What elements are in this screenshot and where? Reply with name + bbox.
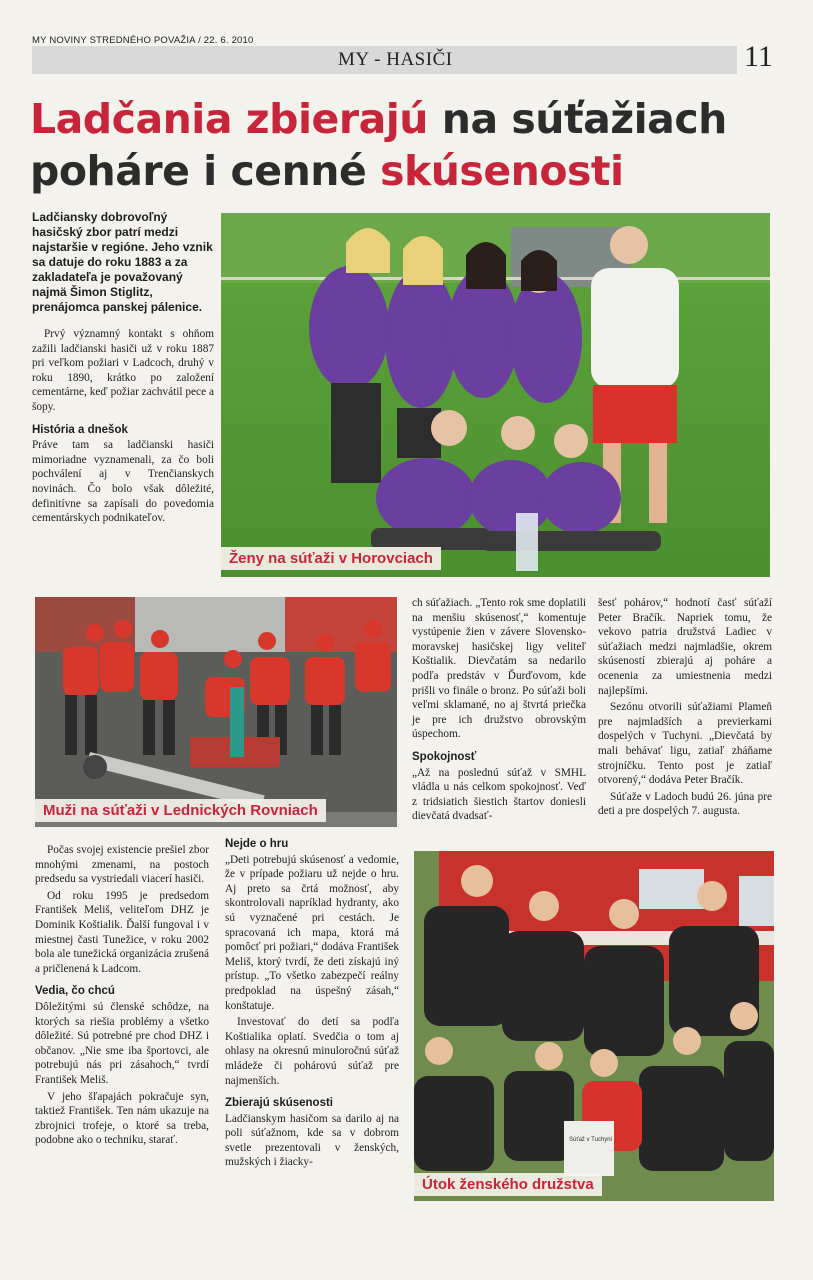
paragraph: Súťaže v Ladoch budú 26. júna pre deti a pre dospelých 7. augusta. [598,790,772,818]
youth-sign-text: Súťaž v Tuchyni [569,1137,612,1143]
paragraph: „Až na poslednú súťaž v SMHL vládla u nás celkom spokojnosť. Veď z tridsiatich šiestich štartov doniesli dievčatá dvadsať- [412,766,586,823]
men-team-photo [35,597,397,827]
paragraph: „Deti potrebujú skúsenosť a vedomie, že v prípade požiaru už nejde o hru. Aj preto sa črtá možnosť, aby skontrolovali napríklad hydranty, ako sú vyznačené pri cestách. Je spracovaná ich mapa, ktorá má pomôcť pri požiari,“ dodáva František Meliš, ktorý tvrdí, že deti získajú iný prístup. „To všetko zabezpečí reálny predpoklad na úspešný zásah,“ konštatuje. [225,853,399,1012]
subhead-history: História a dnešok [32,423,128,436]
paragraph: Práve tam sa ladčianski hasiči mimoriadne vyznamenali, za čo boli pochválení aj v Trenčianskych novinách. Čo bolo však dôležité, definitívne sa zapísali do povedomia cementárskych podnikateľov. [32,439,214,525]
youth-team-photo [414,851,774,1201]
subhead-zbieraju: Zbierajú skúsenosti [225,1097,334,1110]
paragraph: šesť pohárov,“ hodnotí časť súťaží Peter Bračík. Napriek tomu, že vekovo patria družstvá Ladiec v súťažiach medzi najmladšie, okrem skúseností zbierajú aj poháre a ocenenia za umiestnenia medzi najlepšími. [598,597,772,697]
subhead-vedia: Vedia, čo chcú [35,985,115,998]
paragraph: Ladčianskym hasičom sa darilo aj na poli súťažnom, kde sa v dobrom svetle prezentovali v ženských, mužských i žiacky- [225,1112,399,1169]
masthead: MY NOVINY STREDNÉHO POVAŽIA / 22. 6. 2010 [32,35,254,46]
paragraph: Počas svojej existencie prešiel zbor mnohými zmenami, na postoch predsedu sa vystriedali viacerí hasiči. [35,844,209,886]
paragraph: V jeho šľapajách pokračuje syn, taktiež František. Ten nám ukazuje na zbrojnici trofeje, o ktoré sa treba, podobne ako o techniku, starať. [35,1090,209,1147]
column-a [35,843,209,1148]
column-d [598,596,772,819]
page-number: 11 [744,40,773,73]
paragraph: Od roku 1995 je predsedom František Meliš, veliteľom DHZ je Dominik Koštialik. Ďalší fungoval i v miestnej časti Tunežice, v roku 2002 bola ale tunežická organizácia zrušená a pričlenená k Ladcom. [35,889,209,975]
subhead-spokojnost: Spokojnosť [412,750,477,763]
subhead-nejde: Nejde o hru [225,838,289,850]
lead-paragraph: Ladčiansky dobrovoľný hasičský zbor patrí medzi najstaršie v regióne. Jeho vznik sa datuje do roku 1883 a za zakladateľa je považovaný najmä Šimon Stiglitz, prenájomca panskej pálenice. [32,210,213,314]
headline [30,93,790,197]
paragraph: Investovať do detí sa podľa Koštialika oplatí. Svedčia o tom aj ohlasy na okresnú minuloročnú súťaž mládeže či pohárovú súťaž pre najmenších. [225,1016,399,1087]
headline-part1: Ladčania zbierajú [30,95,428,143]
youth-photo-illustration [414,851,774,1201]
paragraph: Sezónu otvorili súťažiami Plameň pre najmladších a previerkami dospelých v Tuchyni. „Dievčatá by mali behávať ligu, zatiaľ zháňame strojníčku. Tento post je zatiaľ otvorený,“ dodáva Peter Bračík. [598,701,772,787]
column-b [225,837,399,1170]
women-team-photo [221,213,770,577]
section-label: MY - HASIČI [338,49,453,70]
column-c [412,596,586,824]
left-column-top [32,210,214,526]
headline-part3: poháre i cenné [30,147,381,195]
women-photo-illustration [221,213,770,577]
headline-part4: skúsenosti [380,147,624,195]
men-photo-caption: Muži na súťaži v Lednických Rovniach [35,799,326,822]
women-photo-caption: Ženy na súťaži v Horovciach [221,547,441,570]
paragraph: Prvý významný kontakt s ohňom zažili ladčianski hasiči už v roku 1887 pri veľkom požiari v Ladcoch, druhý v roku 1890, krátko po založení cementárne, keď požiar zachvátil pece a šopy. [32,328,214,413]
headline-part2: na súťažiach [428,95,727,143]
paragraph: ch súťažiach. „Tento rok sme doplatili na menšiu skúsenosť,“ komentuje vystúpenie žien v závere Slovensko-moravskej hasičskej ligy veliteľ Koštialik. Dievčatám sa nedarilo podľa predstáv v Ďurďovom, kde prišli vo finále o bronz. Po súťaži boli veľmi sklamané, no aj štvrtá priečka je pre ich družstvo obrovským úspechom. [412,597,586,741]
youth-photo-caption: Útok ženského družstva [414,1173,602,1196]
men-photo-illustration [35,597,397,827]
paragraph: Dôležitými sú členské schôdze, na ktorých sa riešia problémy a všetko dôležité. Sú potrebné pre chod DHZ i občanov. „Nie sme iba športovci, ale potrebujú nás pri zásahoch,“ tvrdí František Meliš. [35,1000,209,1086]
